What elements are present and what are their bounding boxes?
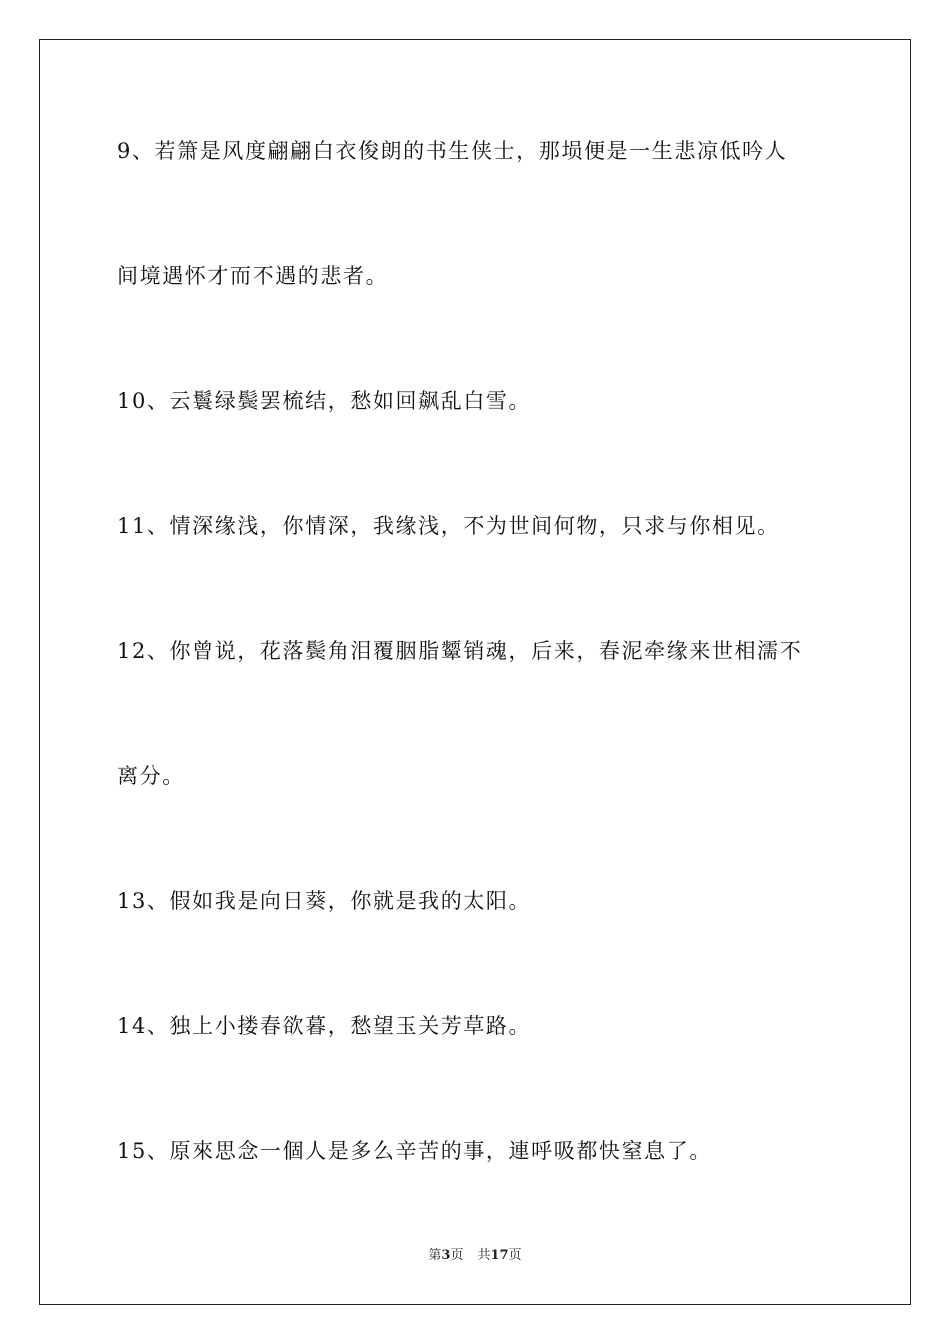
text-line-item-11: 11、情深缘浅，你情深，我缘浅，不为世间何物，只求与你相见。	[117, 514, 780, 538]
footer-total-suffix: 页	[508, 1248, 522, 1263]
text-line-item-9-part-2: 间境遇怀才而不遇的悲者。	[117, 264, 389, 288]
text-line-item-12-part-1: 12、你曾说，花落鬓角泪覆胭脂颦销魂，后来，春泥牵缘来世相濡不	[117, 639, 803, 663]
text-line-item-10: 10、云鬟绿鬓罢梳结，愁如回飙乱白雪。	[117, 389, 532, 413]
footer-page-prefix: 第	[428, 1248, 442, 1263]
footer-total-prefix: 共	[477, 1248, 491, 1263]
page-frame	[39, 39, 911, 1305]
text-line-item-15: 15、原來思念一個人是多么辛苦的事，連呼吸都快窒息了。	[117, 1139, 712, 1163]
footer-page-suffix: 页	[450, 1248, 464, 1263]
text-line-item-12-part-2: 离分。	[117, 764, 185, 788]
text-line-item-9-part-1: 9、若箫是风度翩翩白衣俊朗的书生侠士，那埙便是一生悲凉低吟人	[117, 139, 788, 163]
footer-total-number: 17	[490, 1248, 509, 1263]
text-line-item-14: 14、独上小搂春欲暮，愁望玉关芳草路。	[117, 1014, 532, 1038]
page-footer	[0, 1249, 950, 1262]
footer-page-number: 3	[441, 1248, 451, 1263]
text-line-item-13: 13、假如我是向日葵，你就是我的太阳。	[117, 889, 532, 913]
